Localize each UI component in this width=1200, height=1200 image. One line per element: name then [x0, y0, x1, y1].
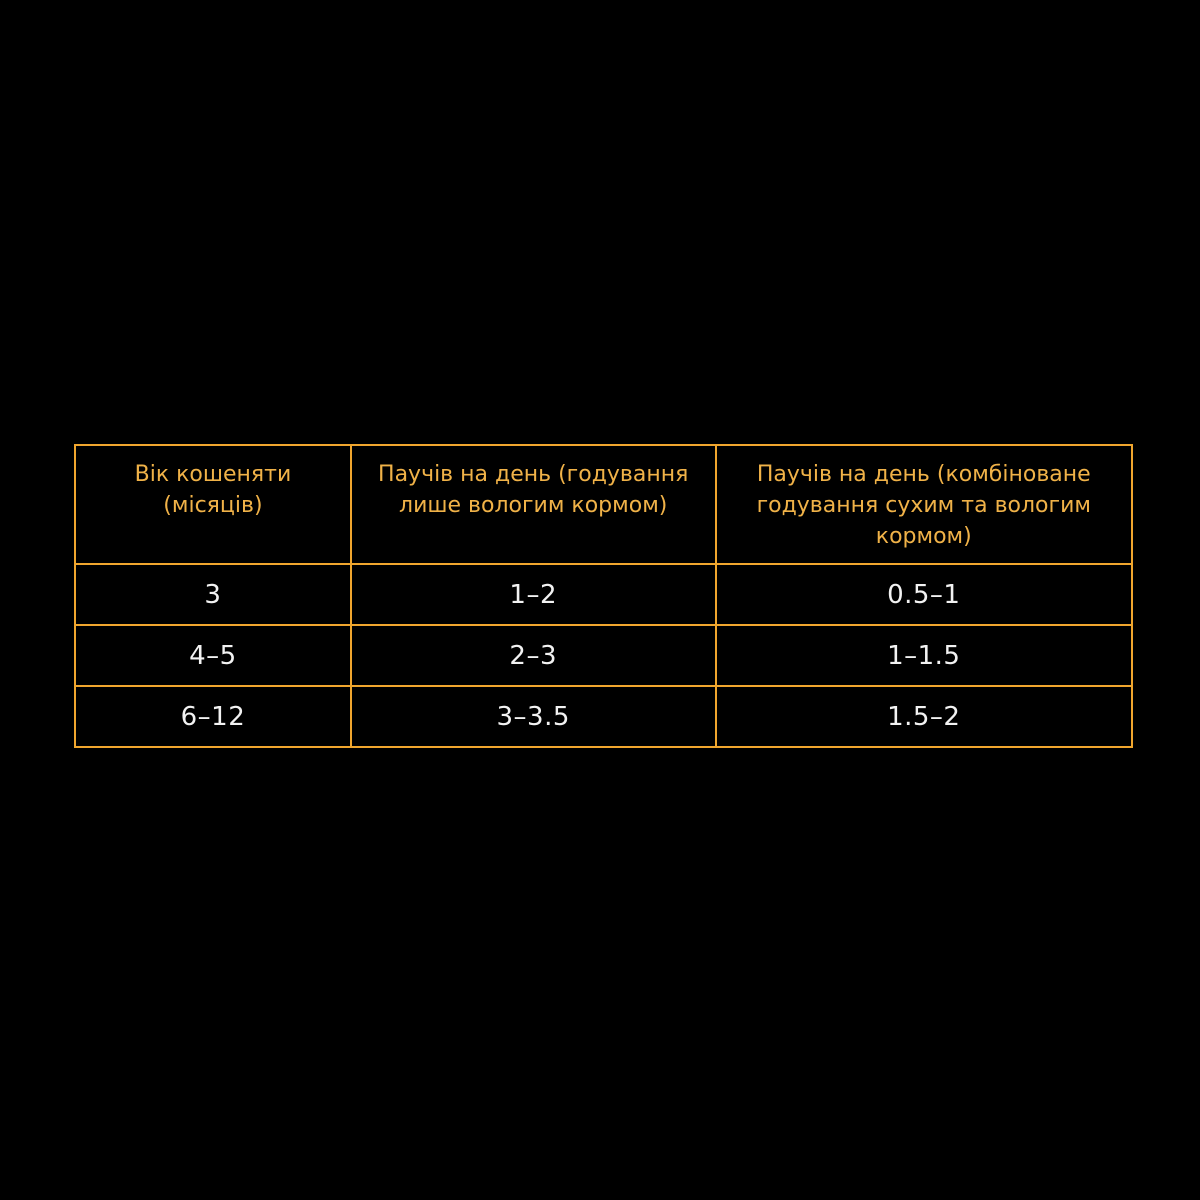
table-row: [75, 686, 1132, 747]
header-cell-pouches-wet-only: Паучів на день (годування лише вологим кормом): [351, 445, 716, 564]
cell-age: 4–5: [75, 625, 351, 686]
header-cell-kitten-age: Вік кошеняти (місяців): [75, 445, 351, 564]
cell-pouches-combined: 1.5–2: [716, 686, 1132, 747]
cell-age: 3: [75, 564, 351, 625]
cell-pouches-wet-only: 2–3: [351, 625, 716, 686]
cell-pouches-wet-only: 3–3.5: [351, 686, 716, 747]
cell-pouches-wet-only: 1–2: [351, 564, 716, 625]
cell-pouches-combined: 1–1.5: [716, 625, 1132, 686]
cell-age: 6–12: [75, 686, 351, 747]
table-row: [75, 564, 1132, 625]
header-cell-pouches-combined: Паучів на день (комбіноване годування сухим та вологим кормом): [716, 445, 1132, 564]
kitten-feeding-table: [74, 444, 1133, 748]
table-row: [75, 625, 1132, 686]
cell-pouches-combined: 0.5–1: [716, 564, 1132, 625]
header-row: [75, 445, 1132, 564]
